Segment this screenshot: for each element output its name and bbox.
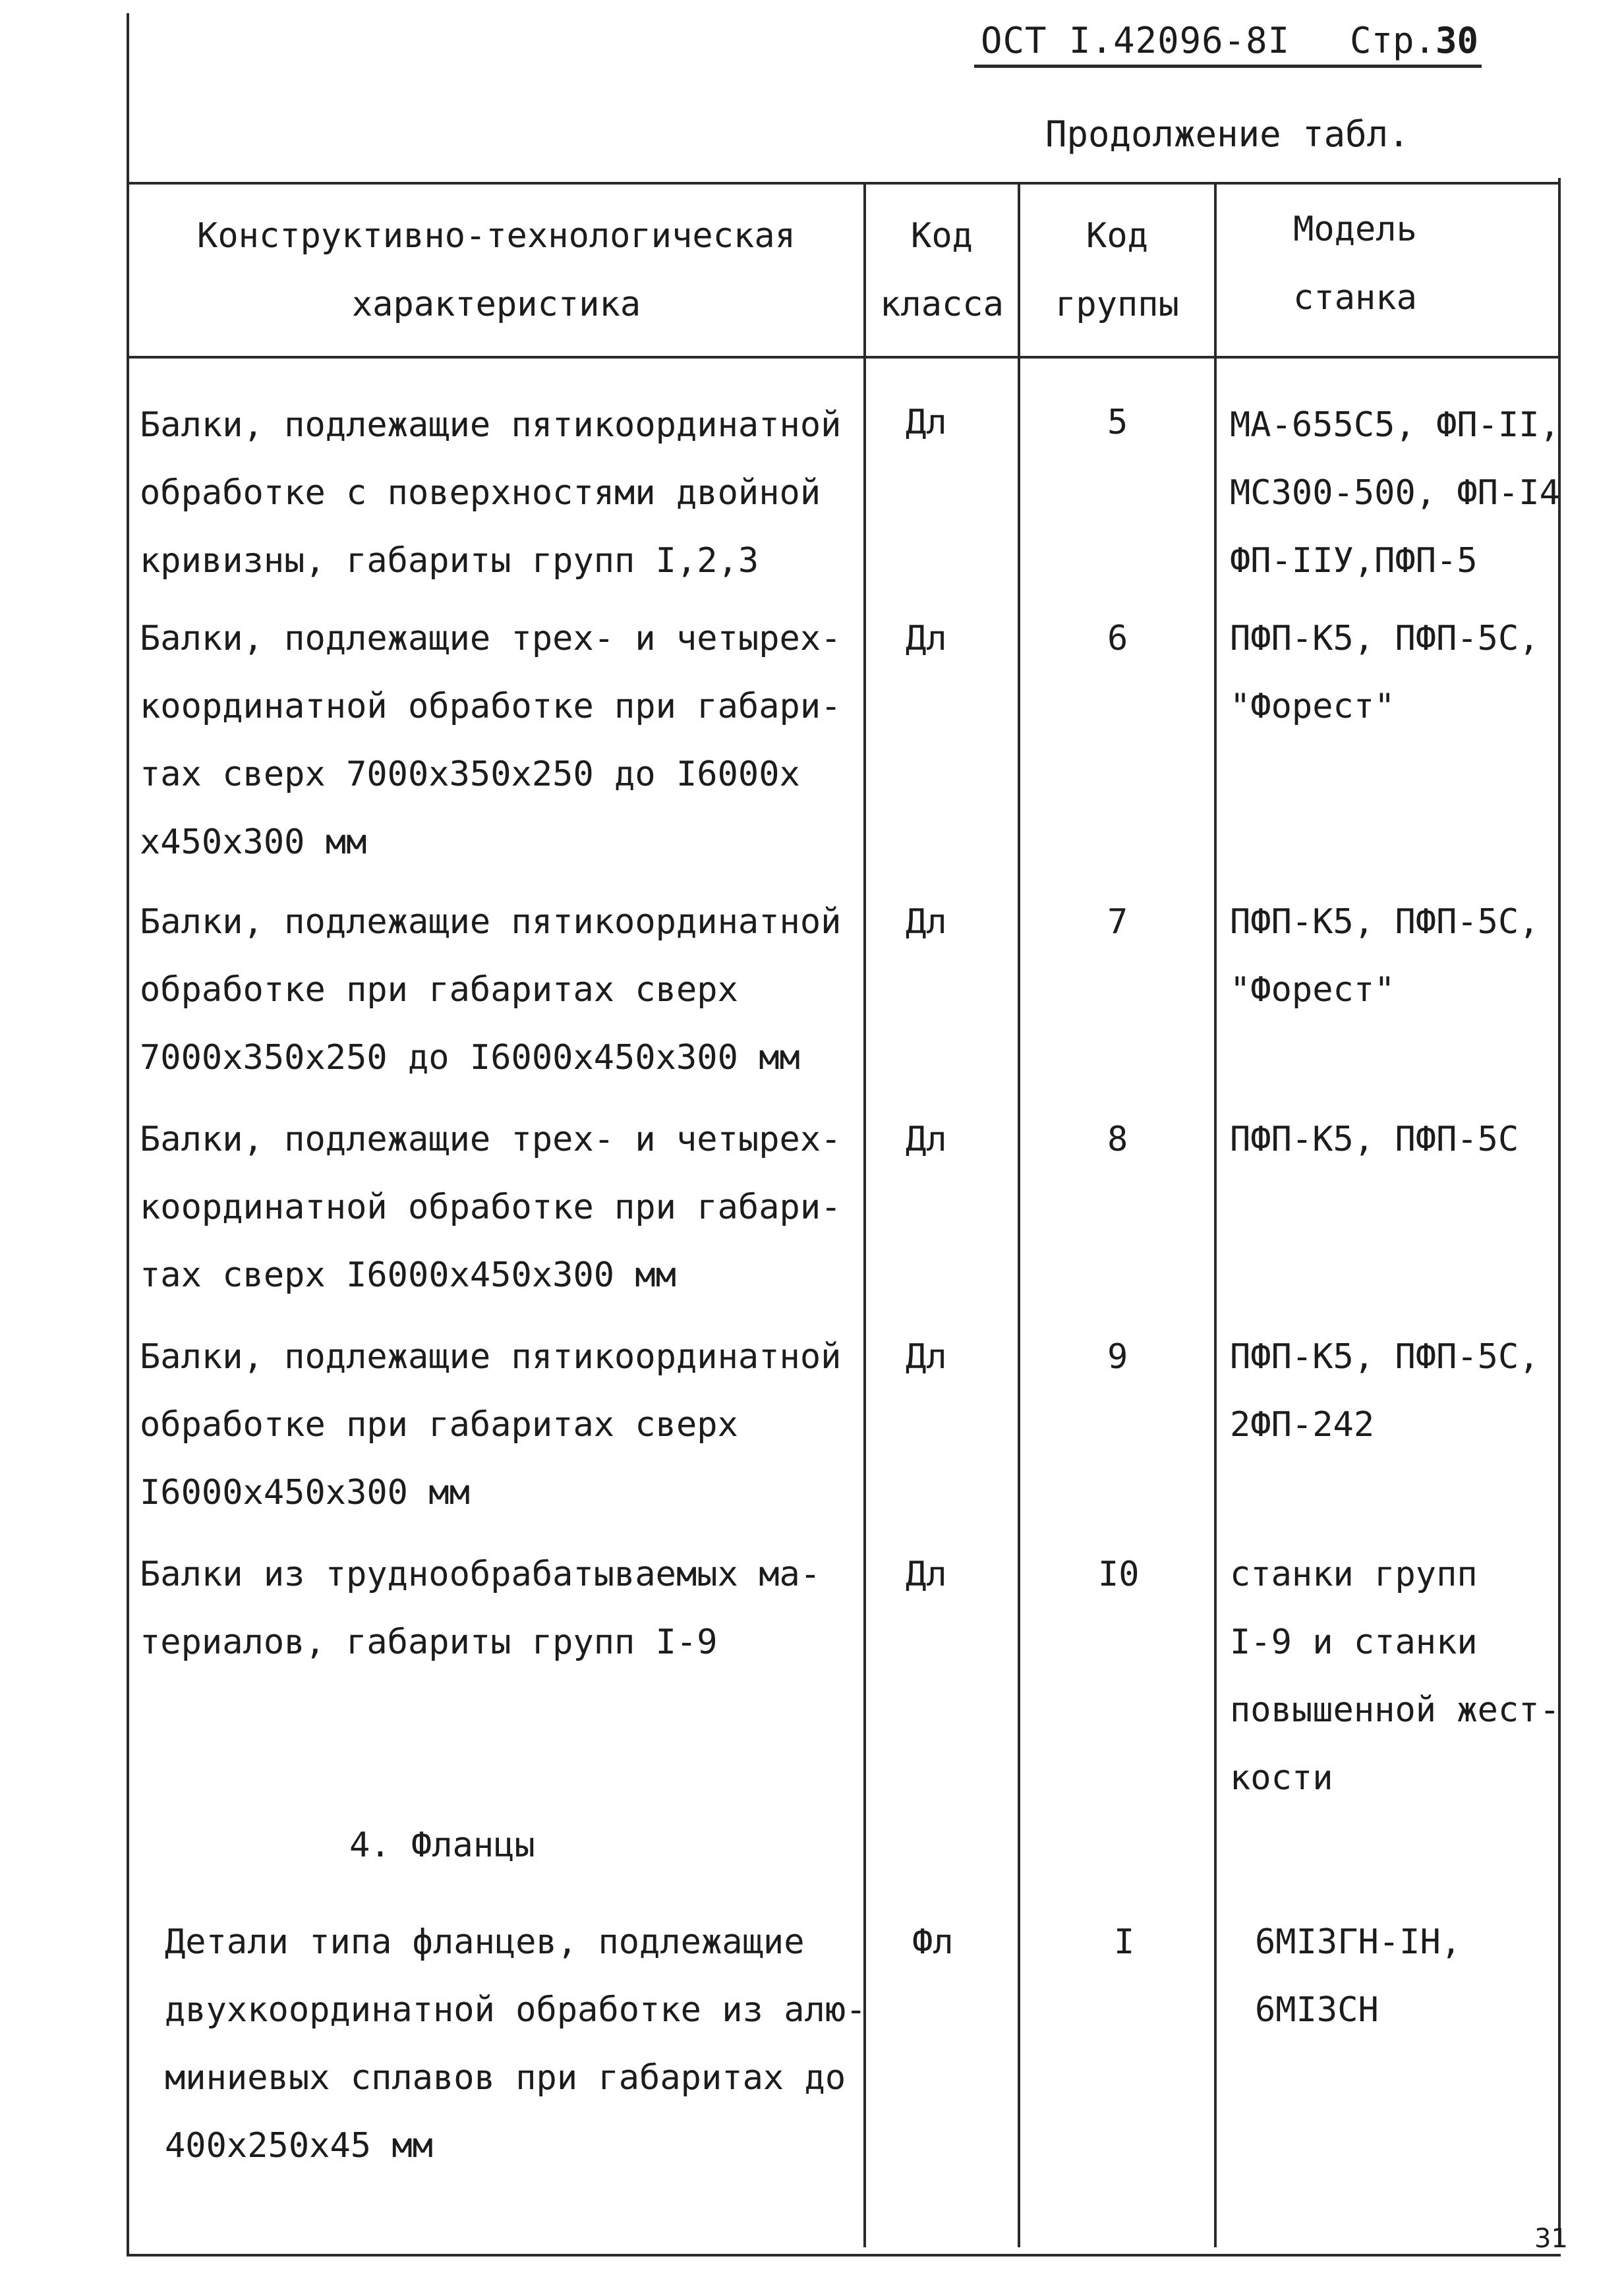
row-4-characteristic: Балки, подлежащие трех- и четырех- координатной обработке при габари- тах сверх I6000х450х300 мм [140,1120,842,1295]
row-3-characteristic: Балки, подлежащие пятикоординатной обработке при габаритах сверх 7000х350х250 до I6000х450х300 мм [140,902,842,1078]
row-3-model: ПФП-К5, ПФП-5С, "Форест" [1230,902,1540,1010]
row-1-class-code: Дл [906,403,947,442]
row-5-class-code: Дл [906,1337,947,1377]
column-header-class-code: Код класса [880,216,1004,324]
section-title: 4. Фланцы [349,1825,535,1865]
page-label: Стр. [1350,20,1436,61]
column-divider-3 [1214,182,1217,2247]
header-underline [974,65,1482,68]
footer-page-number: 31 [1534,2224,1568,2254]
row-3-group-code: 7 [1107,902,1128,942]
row-2-class-code: Дл [906,619,947,658]
column-header-characteristic: Конструктивно-технологическая характеристика [197,216,796,324]
row-3-class-code: Дл [906,902,947,942]
row-1-group-code: 5 [1107,403,1128,442]
table-top-line [127,182,1561,185]
bottom-border [127,2254,1561,2257]
column-divider-2 [1018,182,1020,2247]
row-1-model: МА-655С5, ФП-II, МС300-500, ФП-I4 ФП-IIУ,ПФП-5 [1230,405,1560,581]
document-code: ОСТ I.42096-8I [981,20,1290,61]
row-2-group-code: 6 [1107,619,1128,658]
section-row-characteristic: Детали типа фланцев, подлежащие двухкоординатной обработке из алю- миниевых сплавов при габаритах до 400х250х45 мм [165,1922,867,2166]
column-header-group-code: Код группы [1055,216,1179,324]
column-header-model: Модель станка [1293,210,1417,318]
row-5-group-code: 9 [1107,1337,1128,1377]
row-4-model: ПФП-К5, ПФП-5С [1230,1120,1519,1159]
page-number: 30 [1436,20,1479,61]
row-6-group-code: I0 [1098,1555,1140,1594]
continuation-label: Продолжение табл. [1045,113,1410,155]
row-2-model: ПФП-К5, ПФП-5С, "Форест" [1230,619,1540,726]
row-1-characteristic: Балки, подлежащие пятикоординатной обработке с поверхностями двойной кривизны, габариты групп I,2,3 [140,405,842,581]
left-border [127,13,129,2254]
row-6-model: станки групп I-9 и станки повышенной жест- кости [1230,1555,1560,1798]
row-5-characteristic: Балки, подлежащие пятикоординатной обработке при габаритах сверх I6000х450х300 мм [140,1337,842,1512]
section-row-class-code: Фл [912,1922,954,1962]
page-indicator [1350,20,1478,61]
section-row-model: 6МI3ГН-IН, 6МI3СН [1255,1922,1462,2030]
row-6-class-code: Дл [906,1555,947,1594]
row-5-model: ПФП-К5, ПФП-5С, 2ФП-242 [1230,1337,1540,1445]
row-4-class-code: Дл [906,1120,947,1159]
table-header-bottom-line [127,356,1561,359]
section-row-group-code: I [1114,1922,1135,1962]
row-2-characteristic: Балки, подлежащие трех- и четырех- координатной обработке при габари- тах сверх 7000х350х250 до I6000х х450х300 мм [140,619,842,862]
row-6-characteristic: Балки из труднообрабатываемых ма- териалов, габариты групп I-9 [140,1555,821,1662]
row-4-group-code: 8 [1107,1120,1128,1159]
